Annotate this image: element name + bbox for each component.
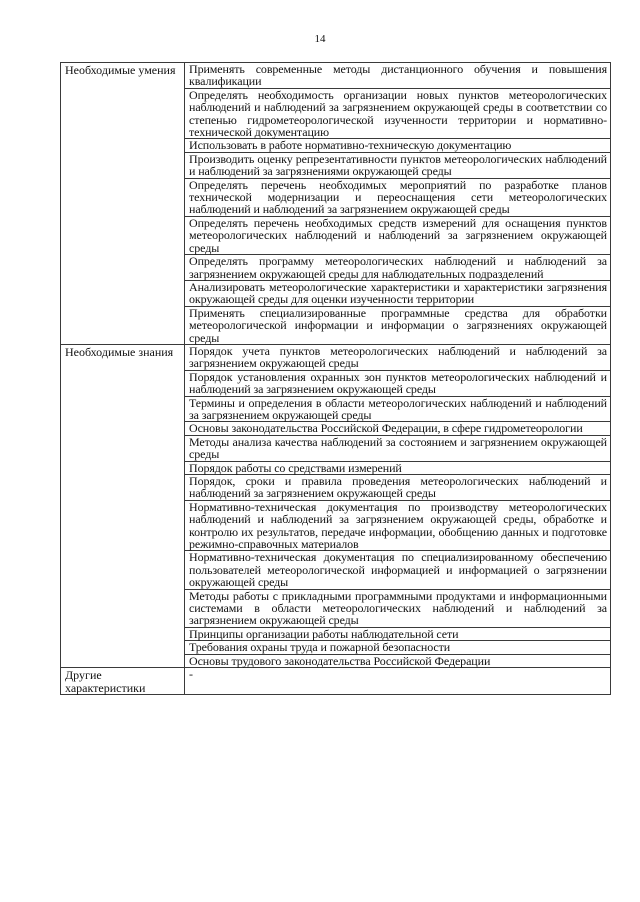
other-item: - <box>185 668 611 695</box>
skill-item: Анализировать метеорологические характеристики и характеристики загрязнения окружающей среды для оценки изученности территории <box>185 280 611 306</box>
section-label-skills: Необходимые умения <box>61 63 185 345</box>
skill-item: Применять специализированные программные средства для обработки метеорологической информации и информации о загрязнениях окружающей среды <box>185 306 611 344</box>
table-row <box>61 344 611 370</box>
skill-item: Определять перечень необходимых средств измерений для оснащения пунктов метеорологических наблюдений и наблюдений за загрязнением окружающей среды <box>185 216 611 254</box>
table-row <box>61 668 611 695</box>
skill-item: Производить оценку репрезентативности пунктов метеорологических наблюдений и наблюдений за загрязнениями окружающей среды <box>185 152 611 178</box>
skill-item: Определять перечень необходимых мероприятий по разработке планов технической модернизации и переоснащения сети метеорологических наблюдений и наблюдений за загрязнением окружающей среды <box>185 178 611 216</box>
knowledge-item: Принципы организации работы наблюдательной сети <box>185 627 611 640</box>
knowledge-item: Нормативно-техническая документация по производству метеорологических наблюдений и наблюдений за загрязнением окружающей среды, обработке и контролю их результатов, передаче информации, обобщению данных и подготовке режимно-справочных материалов <box>185 500 611 551</box>
knowledge-item: Порядок работы со средствами измерений <box>185 461 611 474</box>
page-number: 14 <box>314 33 326 45</box>
skill-item: Использовать в работе нормативно-техническую документацию <box>185 139 611 152</box>
competency-table <box>60 62 611 695</box>
knowledge-item: Методы работы с прикладными программными продуктами и информационными системами в области метеорологических наблюдений и наблюдений за загрязнением окружающей среды <box>185 589 611 627</box>
knowledge-item: Методы анализа качества наблюдений за состоянием и загрязнением окружающей среды <box>185 435 611 461</box>
knowledge-item: Порядок учета пунктов метеорологических наблюдений и наблюдений за загрязнением окружающей среды <box>185 344 611 370</box>
knowledge-item: Основы законодательства Российской Федерации, в сфере гидрометеорологии <box>185 422 611 435</box>
knowledge-item: Основы трудового законодательства Российской Федерации <box>185 654 611 667</box>
knowledge-item: Требования охраны труда и пожарной безопасности <box>185 641 611 654</box>
knowledge-item: Нормативно-техническая документация по специализированному обеспечению пользователей метеорологической информацией и информацией о загрязнении окружающей среды <box>185 551 611 589</box>
section-label-knowledge: Необходимые знания <box>61 344 185 667</box>
skill-item: Применять современные методы дистанционного обучения и повышения квалификации <box>185 63 611 89</box>
section-label-other: Другие характеристики <box>61 668 185 695</box>
skill-item: Определять программу метеорологических наблюдений и наблюдений за загрязнением окружающей среды для наблюдательных подразделений <box>185 255 611 281</box>
knowledge-item: Порядок, сроки и правила проведения метеорологических наблюдений и наблюдений за загрязнением окружающей среды <box>185 475 611 501</box>
knowledge-item: Термины и определения в области метеорологических наблюдений и наблюдений за загрязнением окружающей среды <box>185 396 611 422</box>
skill-item: Определять необходимость организации новых пунктов метеорологических наблюдений и наблюдений за загрязнением окружающей среды в соответствии со степенью гидрометеорологической изученности территории и нормативно-технической документацию <box>185 88 611 139</box>
table-row <box>61 63 611 89</box>
knowledge-item: Порядок установления охранных зон пунктов метеорологических наблюдений и наблюдений за загрязнением окружающей среды <box>185 370 611 396</box>
